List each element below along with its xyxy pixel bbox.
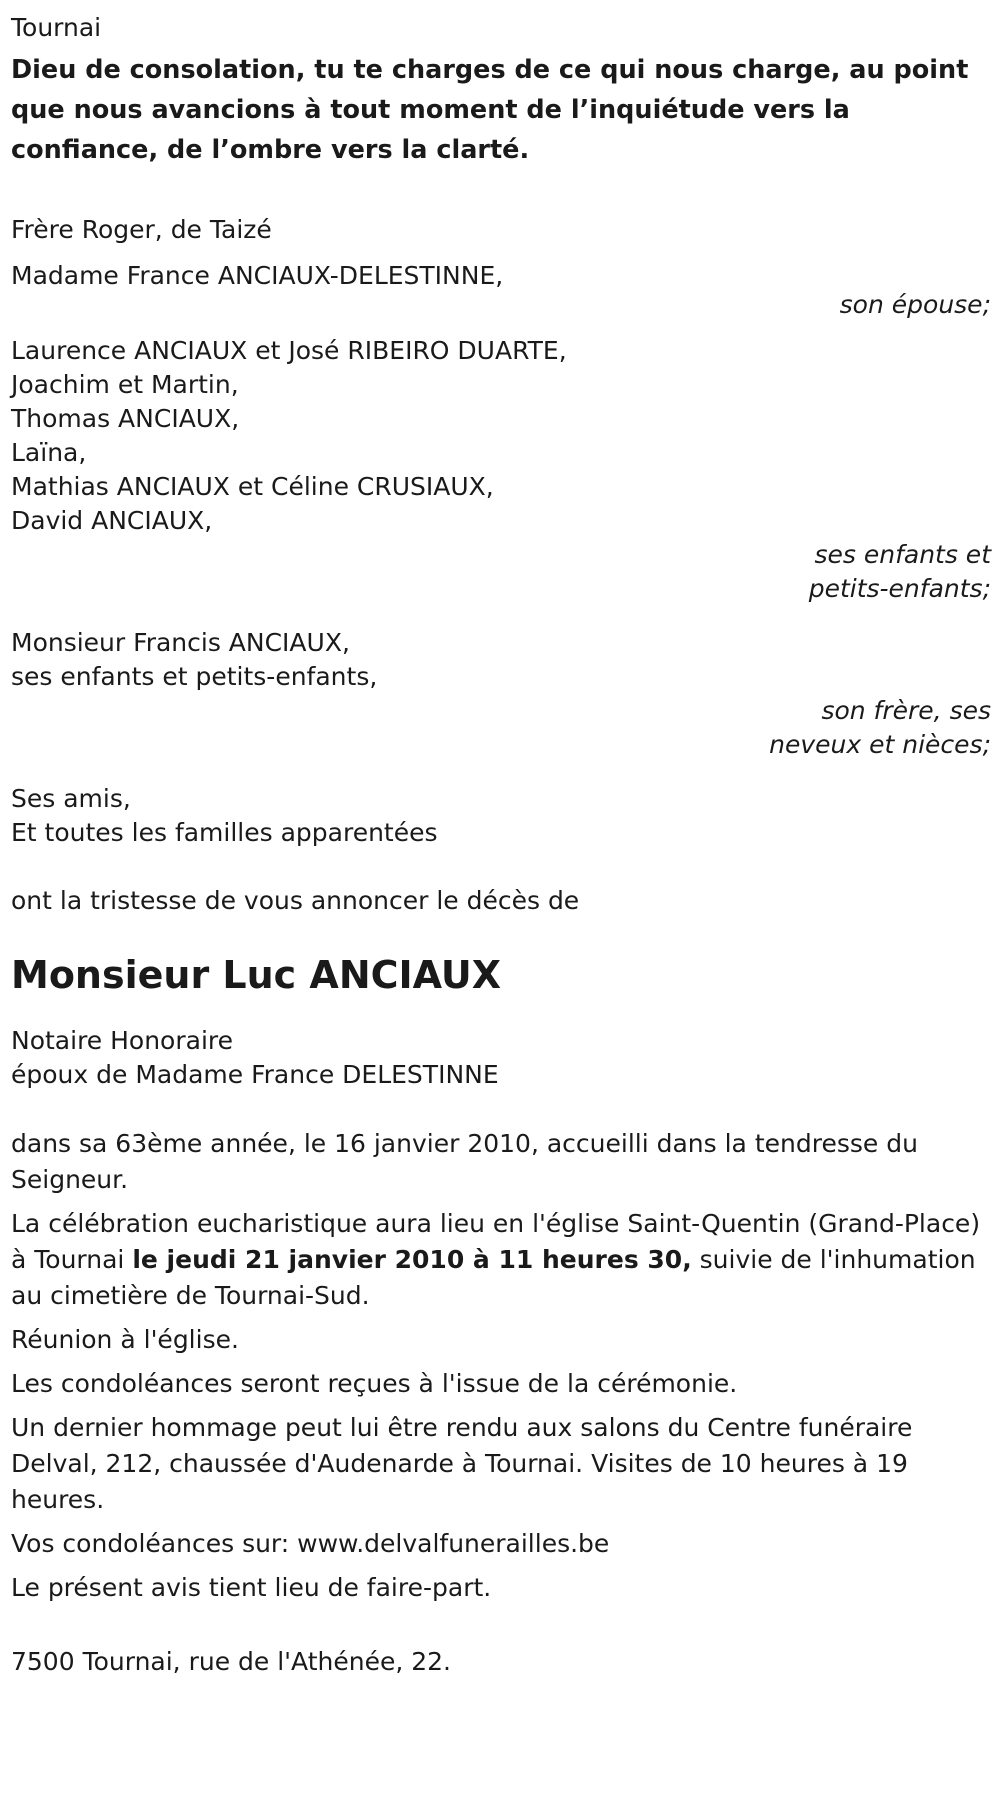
quote: Dieu de consolation, tu te charges de ce qui nous charge, au point que nous avancions à tout moment de l’inquiétude vers la confiance, de l’ombre vers la clarté. [11,55,969,165]
child-entry: Joachim et Martin, [11,370,239,399]
brother-family: ses enfants et petits-enfants, [11,662,378,691]
obituary-notice [11,8,991,1680]
children-role-line-1: ses enfants et [814,540,991,569]
related-families: Et toutes les familles apparentées [11,818,438,847]
location: Tournai [11,13,102,42]
ceremony-burial: suivie de l'inhumation au cimetière de Tournai-Sud. [11,1245,976,1310]
online-condolences: Vos condoléances sur: www.delvalfunerailles.be [11,1529,610,1558]
quote-author: Frère Roger, de Taizé [11,215,272,244]
ceremony-details [11,1206,981,1314]
address: 7500 Tournai, rue de l'Athénée, 22. [11,1647,451,1676]
tribute-info: Un dernier hommage peut lui être rendu aux salons du Centre funéraire Delval, 212, chaussée d'Audenarde à Tournai. Visites de 10 heures à 19 heures. [11,1413,913,1514]
notice: Le présent avis tient lieu de faire-part. [11,1573,492,1602]
condolences-info: Les condoléances seront reçues à l'issue de la cérémonie. [11,1369,738,1398]
ceremony-location: La célébration eucharistique aura lieu en l'église Saint-Quentin (Grand-Place) à Tournai [11,1209,981,1274]
announcement: ont la tristesse de vous annoncer le décès de [11,886,580,915]
child-entry: David ANCIAUX, [11,506,213,535]
child-entry: Laïna, [11,438,87,467]
brother-name: Monsieur Francis ANCIAUX, [11,628,350,657]
child-entry: Mathias ANCIAUX et Céline CRUSIAUX, [11,472,494,501]
deceased-title: Notaire Honoraire [11,1026,234,1055]
meeting-info: Réunion à l'église. [11,1325,239,1354]
brother-role-line-2: neveux et nièces; [769,730,991,759]
child-entry: Thomas ANCIAUX, [11,404,240,433]
deceased-name: Monsieur Luc ANCIAUX [11,953,502,997]
death-details: dans sa 63ème année, le 16 janvier 2010, accueilli dans la tendresse du Seigneur. [11,1129,918,1194]
deceased-spouse: époux de Madame France DELESTINNE [11,1060,499,1089]
spouse-name: Madame France ANCIAUX-DELESTINNE, [11,261,504,290]
friends: Ses amis, [11,784,131,813]
brother-role-line-1: son frère, ses [821,696,991,725]
child-entry: Laurence ANCIAUX et José RIBEIRO DUARTE, [11,336,567,365]
spouse-role: son épouse; [839,290,991,319]
ceremony-date: le jeudi 21 janvier 2010 à 11 heures 30, [132,1245,692,1274]
children-role-line-2: petits-enfants; [808,574,991,603]
